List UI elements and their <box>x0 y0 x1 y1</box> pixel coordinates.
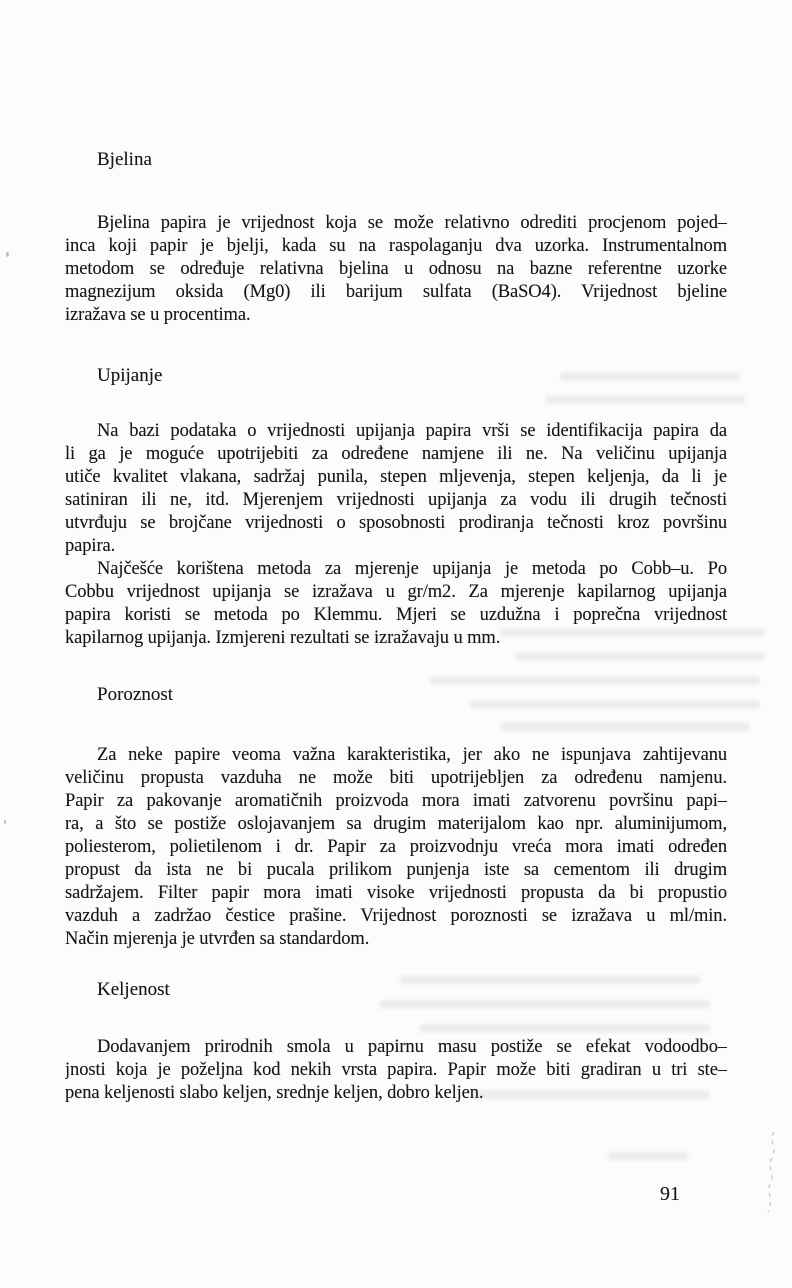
section-heading: Keljenost <box>97 979 170 1000</box>
scan-artifact <box>470 700 760 709</box>
scan-artifact <box>500 722 750 731</box>
text-line: kapilarnog upijanja. Izmjereni rezultati se izražavaju u mm. <box>65 628 501 648</box>
text-line: papira koristi se metoda po Klemmu. Mjeri se uzdužna i poprečna vrijednost <box>65 605 727 625</box>
text-line: satiniran ili ne, itd. Mjerenjem vrijednosti upijanja za vodu ili drugih tečnosti <box>65 490 727 510</box>
scan-artifact <box>380 1000 710 1009</box>
section-bjelina <box>65 148 727 327</box>
text-line: inca koji papir je bjelji, kada su na raspolaganju dva uzorka. Instrumentalnom <box>65 236 727 256</box>
text-line: vazduh a zadržao čestice prašine. Vrijednost poroznosti se izražava u ml/min. <box>65 906 727 926</box>
section-heading: Upijanje <box>97 365 163 386</box>
section-upijanje <box>65 364 727 650</box>
text-line: metodom se određuje relativna bjelina u odnosu na bazne referentne uzorke <box>65 259 727 279</box>
text-line: Papir za pakovanje aromatičnih proizvoda mora imati zatvorenu površinu papi– <box>65 791 727 811</box>
text-line: utiče kvalitet vlakana, sadržaj punila, stepen mljevenja, stepen keljenja, da li je <box>65 467 727 487</box>
text-line: Na bazi podataka o vrijednosti upijanja papira vrši se identifikacija papira da <box>97 421 727 441</box>
text-line: Dodavanjem prirodnih smola u papirnu masu postiže se efekat vodoodbo– <box>97 1037 727 1057</box>
text-line: sadržajem. Filter papir mora imati visoke vrijednosti propusta da bi propustio <box>65 883 727 903</box>
text-line: propust da ista ne bi pucala prilikom punjenja iste sa cementom ili drugim <box>65 860 727 880</box>
page-number: 91 <box>660 1183 680 1205</box>
text-line: Bjelina papira je vrijednost koja se može relativno odrediti procjenom pojed– <box>97 213 727 233</box>
pen-squiggle-mark <box>752 1128 786 1222</box>
paragraph <box>65 212 727 327</box>
text-line: utvrđuju se brojčane vrijednosti o sposobnosti prodiranja tečnosti kroz površinu <box>65 513 727 533</box>
text-line: li ga je moguće upotrijebiti za određene namjene ili ne. Na veličinu upijanja <box>65 444 727 464</box>
text-line: poliesterom, polietilenom i dr. Papir za proizvodnju vreća mora imati određen <box>65 837 727 857</box>
scan-artifact <box>420 1024 710 1033</box>
scan-artifact <box>400 975 700 984</box>
text-line: pena keljenosti slabo keljen, srednje keljen, dobro keljen. <box>65 1083 484 1103</box>
scan-artifact <box>430 676 760 685</box>
text-line: izražava se u procentima. <box>65 305 251 325</box>
scan-artifact <box>470 1090 710 1099</box>
scan-artifact <box>545 395 745 404</box>
text-line: veličinu propusta vazduha ne može biti upotrijebljen za određenu namjenu. <box>65 768 727 788</box>
scan-artifact <box>500 628 765 637</box>
scan-speck <box>4 820 6 824</box>
text-line: Za neke papire veoma važna karakteristika, jer ako ne ispunjava zahtijevanu <box>97 745 727 765</box>
text-line: papira. <box>65 536 116 556</box>
paragraph <box>65 744 727 951</box>
text-line: jnosti koja je poželjna kod nekih vrsta papira. Papir može biti gradiran u tri ste– <box>65 1060 727 1080</box>
paragraph <box>65 420 727 558</box>
scan-artifact <box>560 372 740 381</box>
section-keljenost <box>65 978 727 1105</box>
page-content <box>65 148 727 1105</box>
section-heading: Poroznost <box>97 684 173 705</box>
text-line: Najčešće korištena metoda za mjerenje upijanja je metoda po Cobb–u. Po <box>97 559 727 579</box>
scan-speck <box>6 252 9 257</box>
scan-artifact <box>608 1152 688 1161</box>
section-heading: Bjelina <box>97 149 152 170</box>
text-line: ra, a što se postiže oslojavanjem sa drugim materijalom kao npr. aluminijumom, <box>65 814 727 834</box>
scan-artifact <box>515 652 765 661</box>
text-line: Cobbu vrijednost upijanja se izražava u gr/m2. Za mjerenje kapilarnog upijanja <box>65 582 727 602</box>
text-line: Način mjerenja je utvrđen sa standardom. <box>65 929 370 949</box>
text-line: magnezijum oksida (Mg0) ili barijum sulfata (BaSO4). Vrijednost bjeline <box>65 282 727 302</box>
